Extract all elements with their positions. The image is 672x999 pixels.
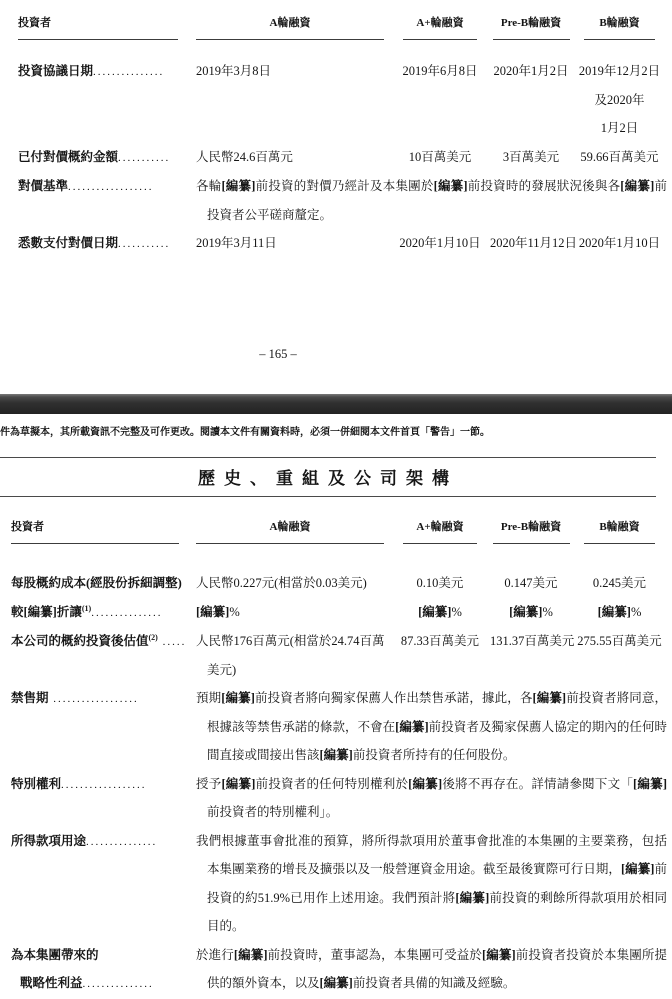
- table-header-row: [11, 520, 667, 544]
- dot-leader: ...............: [82, 978, 154, 990]
- table-row: [11, 627, 667, 684]
- cell-a-round: 人民幣24.6百萬元: [196, 149, 293, 164]
- redacted-token: [編纂]: [221, 179, 256, 193]
- column-header: [572, 16, 667, 40]
- cell-value-line: 1月2日: [600, 121, 639, 135]
- table-row: [18, 172, 667, 229]
- cell-pre-b-round: 0.147美元: [504, 576, 558, 590]
- redacted-token: [編纂]: [319, 748, 353, 762]
- cell-b-round: [572, 57, 667, 143]
- cell-a-round: 2019年3月11日: [196, 236, 277, 250]
- cell-a-round: 人民幣176百萬元(相當於24.74百萬美元): [196, 634, 385, 677]
- redacted-token: [編纂]: [395, 719, 429, 734]
- dot-leader: ..................: [48, 693, 139, 705]
- column-header-underline: 投資者: [18, 16, 178, 40]
- cell-b-round: 59.66百萬美元: [580, 149, 659, 164]
- table-row: [11, 569, 667, 598]
- table-row: [18, 229, 667, 259]
- column-header-underline: A+輪融資: [403, 520, 477, 544]
- cell-a-plus-round: 10百萬美元: [408, 149, 472, 164]
- section-title: 歷史、重組及公司架構: [198, 469, 458, 488]
- cell-pre-b-round: [編纂]%: [509, 604, 553, 619]
- cell-a-plus-round: 0.10美元: [416, 576, 464, 590]
- row-label: 禁售期 ..................: [11, 691, 139, 705]
- dot-leader: ..................: [61, 778, 147, 791]
- cell-a-round: [編纂]%: [196, 604, 240, 619]
- redacted-token: [編纂]: [408, 776, 443, 791]
- cell-a-round: 2019年3月8日: [196, 64, 272, 78]
- dot-leader: ..................: [68, 181, 154, 193]
- row-label: 已付對價概約金額...........: [18, 149, 171, 164]
- column-header: [490, 16, 572, 40]
- dot-leader: .....: [157, 636, 187, 648]
- row-label: 本公司的概約投資後估值$^{(2)}$ .....: [11, 632, 187, 648]
- column-header: [196, 520, 390, 544]
- pre-ipo-investment-table-top: [18, 16, 667, 259]
- redacted-token: [編纂]: [196, 604, 230, 619]
- redacted-token: [編纂]: [532, 691, 567, 705]
- section-title-box: [0, 457, 656, 497]
- table-row: [11, 770, 667, 827]
- page-divider-bar: [0, 394, 672, 414]
- dot-leader: ...............: [86, 835, 158, 848]
- column-header-underline: B輪融資: [584, 520, 655, 544]
- redacted-token: [編纂]: [620, 862, 655, 876]
- cell-b-round: 2020年1月10日: [578, 236, 661, 250]
- column-header: [196, 16, 390, 40]
- row-text: 預期[編纂]前投資者將向獨家保薦人作出禁售承諾，據此，各[編纂]前投資者將同意，根據該等禁售承諾的條款，不會在[編纂]前投資者及獨家保薦人協定的期內的任何時間直接或間接出售該[編纂]前投資者所持有的任何股份。: [196, 691, 667, 762]
- row-label: 投資協議日期...............: [18, 64, 165, 78]
- cell-b-round: 0.245美元: [592, 576, 647, 590]
- redacted-token: [編纂]: [620, 179, 655, 193]
- column-header-underline: A+輪融資: [403, 16, 477, 40]
- dot-leader: ...........: [118, 238, 171, 250]
- row-label-line: 為本集團帶來的: [11, 947, 99, 962]
- dot-leader: ...............: [91, 606, 163, 619]
- cell-pre-b-round: 2020年11月12日: [490, 236, 578, 250]
- column-header-underline: B輪融資: [584, 16, 655, 40]
- row-label-line: 戰略性利益...............: [20, 976, 154, 990]
- cell-b-round: 275.55百萬美元: [577, 634, 662, 648]
- cell-pre-b-round: 2020年1月2日: [493, 64, 569, 78]
- redacted-token: [編纂]: [597, 604, 631, 619]
- table-row: [18, 143, 667, 173]
- row-text: 授予[編纂]前投資者的任何特別權利於[編纂]後將不再存在。詳情請參閱下文「[編纂]前投資者的特別權利」。: [196, 776, 667, 819]
- footnote-marker: (1): [81, 603, 92, 613]
- table-body: [18, 57, 667, 259]
- column-header-underline: A輪融資: [196, 520, 384, 544]
- cell-pre-b-round: 131.37百萬美元: [490, 634, 575, 648]
- pre-ipo-investment-table-detail: [11, 520, 667, 999]
- redacted-token: [編纂]: [23, 604, 57, 619]
- footnote-marker: (2): [148, 632, 158, 642]
- cell-a-plus-round: 2019年6月8日: [402, 64, 478, 78]
- draft-warning-text: 件為草擬本，其所載資訊不完整及可作更改。閱讀本文件有關資料時，必須一併細閱本文件首頁「警告」一節。: [0, 427, 490, 438]
- row-label: 悉數支付對價日期...........: [18, 236, 171, 250]
- cell-a-plus-round: [編纂]%: [418, 604, 462, 619]
- redacted-token: [編纂]: [319, 976, 353, 990]
- column-header: [18, 16, 196, 40]
- page-number: – 165 –: [259, 347, 297, 361]
- table-header-row: [18, 16, 667, 40]
- cell-a-plus-round: 2020年1月10日: [399, 236, 481, 250]
- column-header-underline: 投資者: [11, 520, 179, 544]
- redacted-token: [編纂]: [633, 776, 667, 791]
- row-label: 特別權利..................: [11, 776, 147, 791]
- column-header-underline: Pre-B輪融資: [493, 520, 570, 544]
- dot-leader: ...............: [93, 66, 165, 78]
- cell-value-line: 及2020年: [594, 92, 645, 107]
- redacted-token: [編纂]: [481, 947, 516, 962]
- cell-pre-b-round: 3百萬美元: [502, 149, 560, 164]
- table-row: [11, 598, 667, 628]
- column-header-underline: Pre-B輪融資: [493, 16, 570, 40]
- redacted-token: [編纂]: [221, 691, 255, 705]
- column-header: [390, 16, 490, 40]
- column-header: [11, 520, 196, 544]
- cell-a-plus-round: 87.33百萬美元: [400, 634, 480, 648]
- redacted-token: [編纂]: [233, 947, 268, 962]
- redacted-token: [編纂]: [433, 179, 468, 193]
- column-header: [390, 520, 490, 544]
- table-row: [11, 827, 667, 941]
- row-label: 所得款項用途...............: [11, 833, 158, 848]
- row-label: 對價基準..................: [18, 179, 154, 193]
- redacted-token: [編纂]: [221, 776, 256, 791]
- table-row: [18, 57, 667, 143]
- table-row: [11, 684, 667, 770]
- column-header: [490, 520, 572, 544]
- redacted-token: [編纂]: [455, 890, 490, 905]
- cell-b-round: [編纂]%: [597, 604, 642, 619]
- row-label: 較[編纂]折讓$^{(1)}$...............: [11, 603, 163, 619]
- cell-value-line: 2019年12月2日: [578, 64, 661, 78]
- table-body: [11, 569, 667, 999]
- column-header-underline: A輪融資: [196, 16, 384, 40]
- row-label: 每股概約成本(經股份拆細調整): [11, 576, 182, 590]
- row-text: 於進行[編纂]前投資時，董事認為，本集團可受益於[編纂]前投資者投資於本集團所提供的額外資本，以及[編纂]前投資者具備的知識及經驗。: [196, 947, 667, 990]
- row-text: 我們根據董事會批准的預算，將所得款項用於董事會批准的本集團的主要業務，包括本集團業務的增長及擴張以及一般營運資金用途。截至最後實際可行日期，[編纂]前投資的約51.9%已用作上述用途。我們預計將[編纂]前投資的剩餘所得款項用於相同目的。: [196, 833, 667, 933]
- cell-a-round: 人民幣0.227元(相當於0.03美元): [196, 576, 367, 590]
- redacted-token: [編纂]: [509, 604, 543, 619]
- column-header: [572, 520, 667, 544]
- row-text: 各輪[編纂]前投資的對價乃經計及本集團於[編纂]前投資時的發展狀況後與各[編纂]前投資者公平磋商釐定。: [196, 179, 667, 222]
- redacted-token: [編纂]: [418, 604, 452, 619]
- dot-leader: ...........: [118, 151, 171, 164]
